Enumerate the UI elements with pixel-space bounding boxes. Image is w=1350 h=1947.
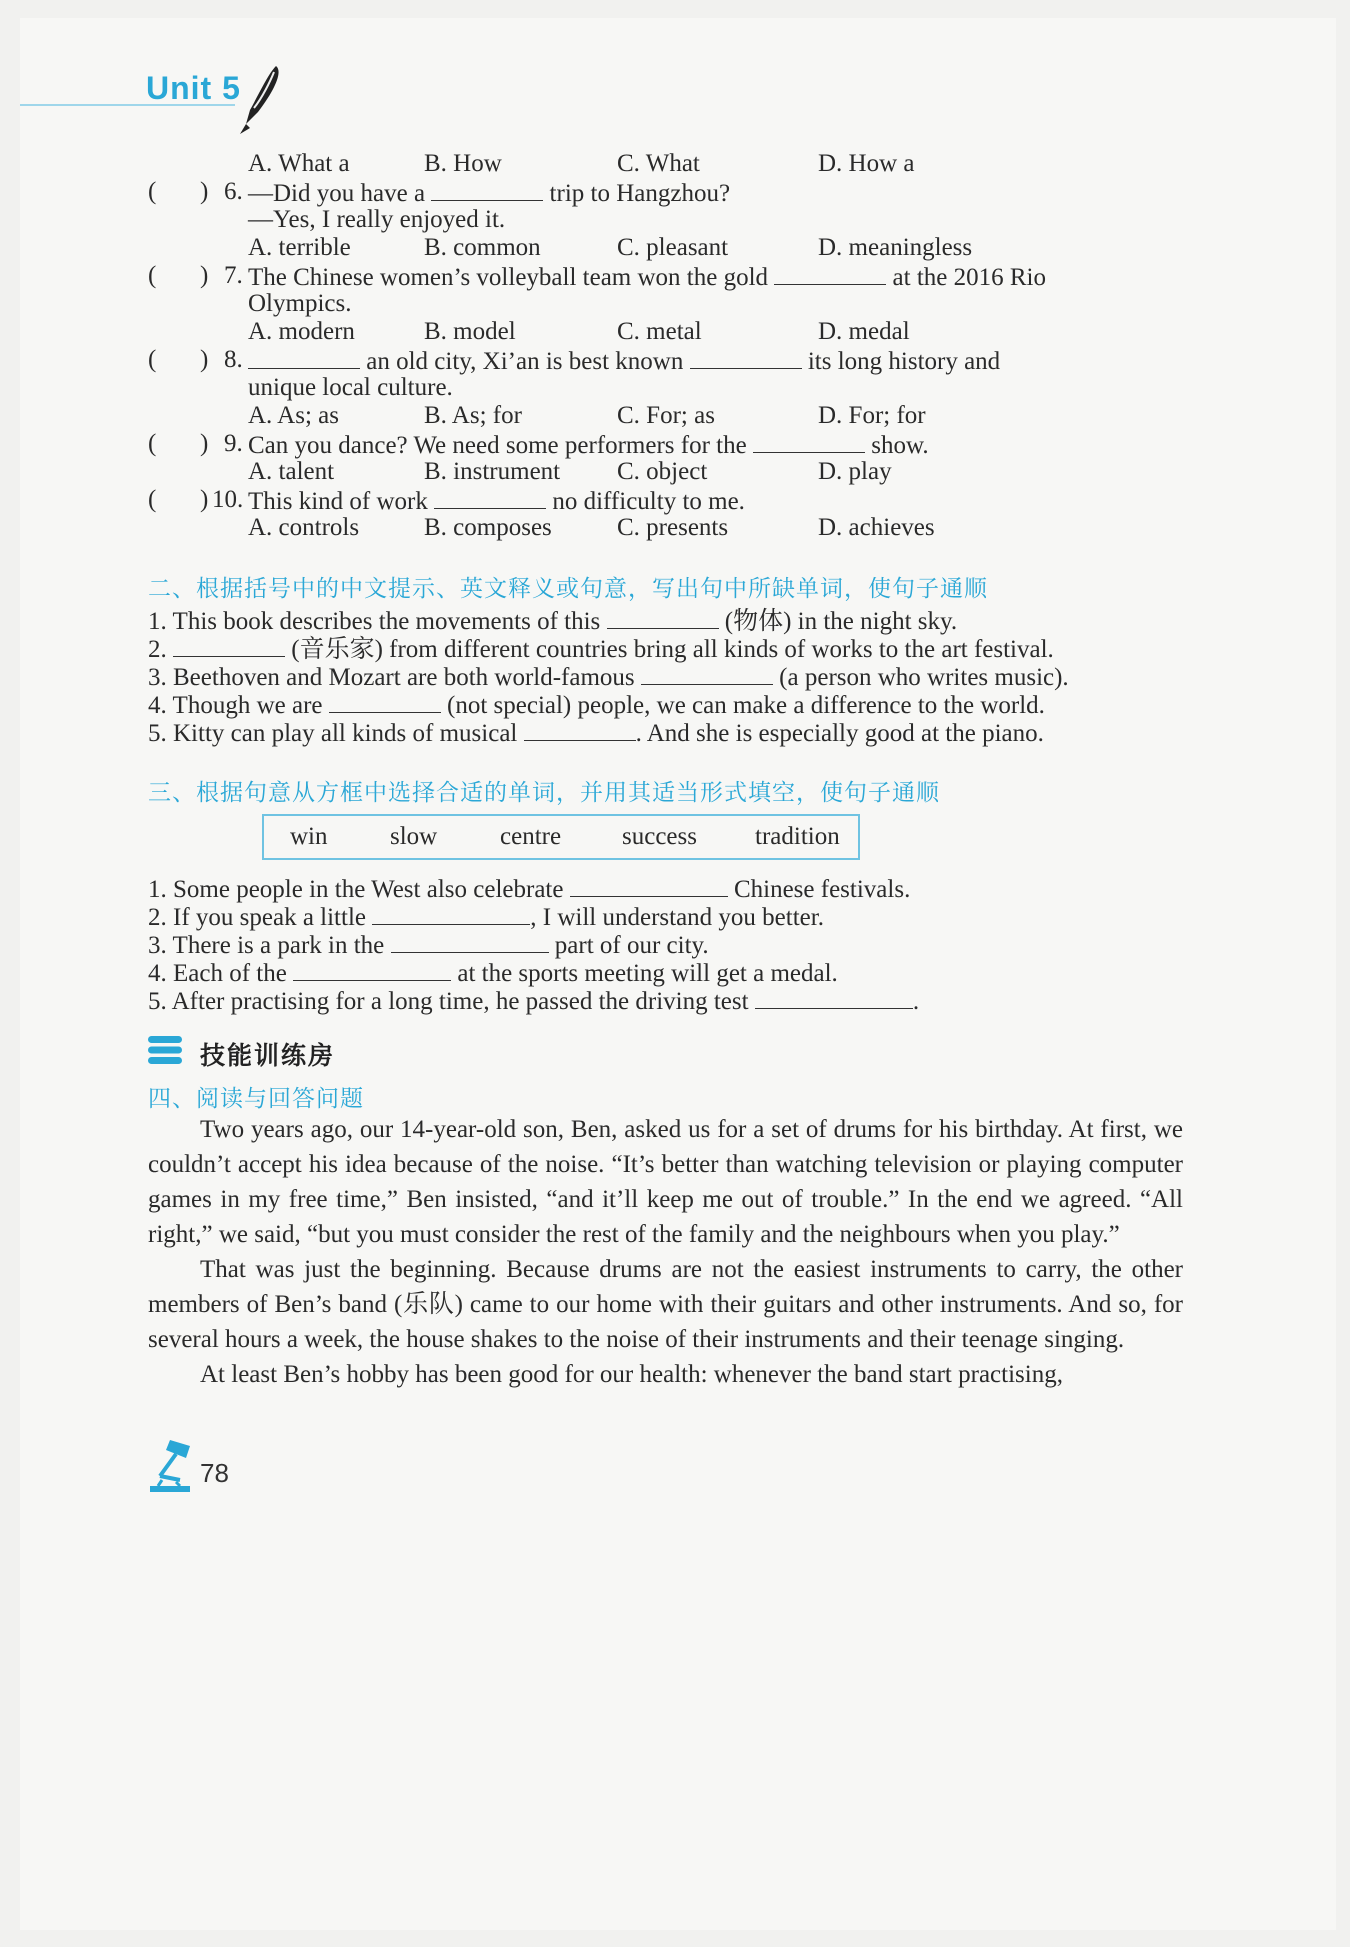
unit-title: Unit 5: [146, 70, 241, 106]
question-number: 7.: [224, 262, 243, 289]
passage-paragraph: Two years ago, our 14-year-old son, Ben, asked us for a set of drums for his birthday. At first, we couldn’t accept his idea because of the noise. “It’s better than watching television or playing computer games in my free time,” Ben insisted, “and it’ll keep me out of trouble.” In the end we agreed. “All right,” we said, “but you must consider the rest of the family and the neighbours when you play.”: [148, 1116, 1183, 1248]
option: D. meaningless: [818, 234, 973, 261]
option: B. How: [424, 150, 502, 177]
section-3-item: 1. Some people in the West also celebrate Chinese festivals.: [148, 870, 910, 907]
question-line: unique local culture.: [248, 374, 453, 401]
option: B. common: [424, 234, 541, 261]
option: A. As; as: [248, 402, 339, 429]
section-3-heading: 三、根据句意从方框中选择合适的单词，并用其适当形式填空，使句子通顺: [148, 780, 940, 806]
answer-blank[interactable]: [248, 342, 360, 369]
answer-paren-open: (: [148, 430, 157, 457]
passage-paragraph: That was just the beginning. Because drums are not the easiest instruments to carry, the other members of Ben’s band (乐队) came to our home with their guitars and other instruments. And so, for several hours a week, the house shakes to the noise of their instruments and their teenage singing.: [148, 1256, 1183, 1353]
word-bank-item: success: [622, 823, 697, 850]
option: D. For; for: [818, 402, 926, 429]
answer-blank[interactable]: [293, 954, 451, 981]
answer-paren-close[interactable]: ): [200, 430, 209, 457]
option: C. object: [617, 458, 708, 485]
answer-paren-open: (: [148, 262, 157, 289]
answer-blank[interactable]: [755, 982, 913, 1009]
answer-blank[interactable]: [570, 870, 728, 897]
answer-blank[interactable]: [391, 926, 549, 953]
workbook-page: [20, 18, 1336, 1930]
answer-blank[interactable]: [434, 482, 546, 509]
section-4-heading: 四、阅读与回答问题: [148, 1086, 364, 1112]
section-2-item: 1. This book describes the movements of this (物体) in the night sky.: [148, 602, 957, 639]
question-stem: an old city, Xi’an is best known its long history and: [248, 342, 1000, 379]
answer-blank[interactable]: [641, 658, 773, 685]
answer-paren-close[interactable]: ): [200, 262, 209, 289]
answer-blank[interactable]: [753, 426, 865, 453]
question-stem: The Chinese women’s volleyball team won the gold at the 2016 Rio: [248, 258, 1046, 295]
option: C. metal: [617, 318, 702, 345]
section-2-item: 4. Though we are (not special) people, we can make a difference to the world.: [148, 686, 1045, 723]
passage-paragraph: At least Ben’s hobby has been good for our health: whenever the band start practising,: [200, 1361, 1063, 1388]
word-bank-item: win: [290, 823, 328, 850]
answer-blank[interactable]: [607, 602, 719, 629]
option: A. modern: [248, 318, 355, 345]
section-3-item: 5. After practising for a long time, he passed the driving test .: [148, 982, 919, 1019]
answer-paren-close[interactable]: ): [200, 178, 209, 205]
answer-blank[interactable]: [524, 714, 636, 741]
question-stem: —Did you have a trip to Hangzhou?: [248, 174, 730, 211]
answer-paren-open: (: [148, 486, 157, 513]
pen-icon: [228, 64, 288, 141]
answer-paren-close[interactable]: ): [200, 346, 209, 373]
option: A. What a: [248, 150, 350, 177]
question-line: Olympics.: [248, 290, 352, 317]
option: C. For; as: [617, 402, 715, 429]
word-bank-item: slow: [390, 823, 438, 850]
question-number: 9.: [224, 430, 243, 457]
question-number: 8.: [224, 346, 243, 373]
section-2-item: 2. (音乐家) from different countries bring all kinds of works to the art festival.: [148, 630, 1054, 667]
option: D. How a: [818, 150, 915, 177]
answer-paren-open: (: [148, 178, 157, 205]
answer-paren-open: (: [148, 346, 157, 373]
option: C. pleasant: [617, 234, 729, 261]
option: C. What: [617, 150, 700, 177]
reading-passage: [148, 1112, 1183, 1392]
section-3-item: 4. Each of the at the sports meeting will get a medal.: [148, 954, 838, 991]
option: D. achieves: [818, 514, 935, 541]
option: D. medal: [818, 318, 910, 345]
question-number: 10.: [212, 486, 244, 513]
skills-section-title: 技能训练房: [200, 1041, 336, 1070]
option: D. play: [818, 458, 892, 485]
option: B. As; for: [424, 402, 522, 429]
word-bank-item: tradition: [755, 823, 840, 850]
option: A. terrible: [248, 234, 351, 261]
desk-lamp-icon: [146, 1436, 198, 1501]
section-3-item: 3. There is a park in the part of our city.: [148, 926, 709, 963]
answer-paren-close[interactable]: ): [200, 486, 209, 513]
option: B. composes: [424, 514, 552, 541]
word-bank-box: [262, 814, 860, 860]
option: C. presents: [617, 514, 729, 541]
section-2-item: 3. Beethoven and Mozart are both world-famous (a person who writes music).: [148, 658, 1069, 695]
word-bank-item: centre: [500, 823, 562, 850]
question-stem: This kind of work no difficulty to me.: [248, 482, 745, 519]
question-line: —Yes, I really enjoyed it.: [248, 206, 506, 233]
answer-blank[interactable]: [774, 258, 886, 285]
option: B. instrument: [424, 458, 561, 485]
question-stem: Can you dance? We need some performers for the show.: [248, 426, 929, 463]
answer-blank[interactable]: [690, 342, 802, 369]
option: A. talent: [248, 458, 335, 485]
answer-blank[interactable]: [431, 174, 543, 201]
section-3-item: 2. If you speak a little , I will understand you better.: [148, 898, 824, 935]
list-lines-icon: [146, 1034, 184, 1071]
question-number: 6.: [224, 178, 243, 205]
option: B. model: [424, 318, 516, 345]
answer-blank[interactable]: [329, 686, 441, 713]
option: A. controls: [248, 514, 360, 541]
page-number: 78: [200, 1458, 229, 1488]
answer-blank[interactable]: [173, 630, 285, 657]
section-2-item: 5. Kitty can play all kinds of musical . And she is especially good at the piano.: [148, 714, 1044, 751]
answer-blank[interactable]: [372, 898, 530, 925]
section-2-heading: 二、根据括号中的中文提示、英文释义或句意，写出句中所缺单词，使句子通顺: [148, 576, 988, 602]
